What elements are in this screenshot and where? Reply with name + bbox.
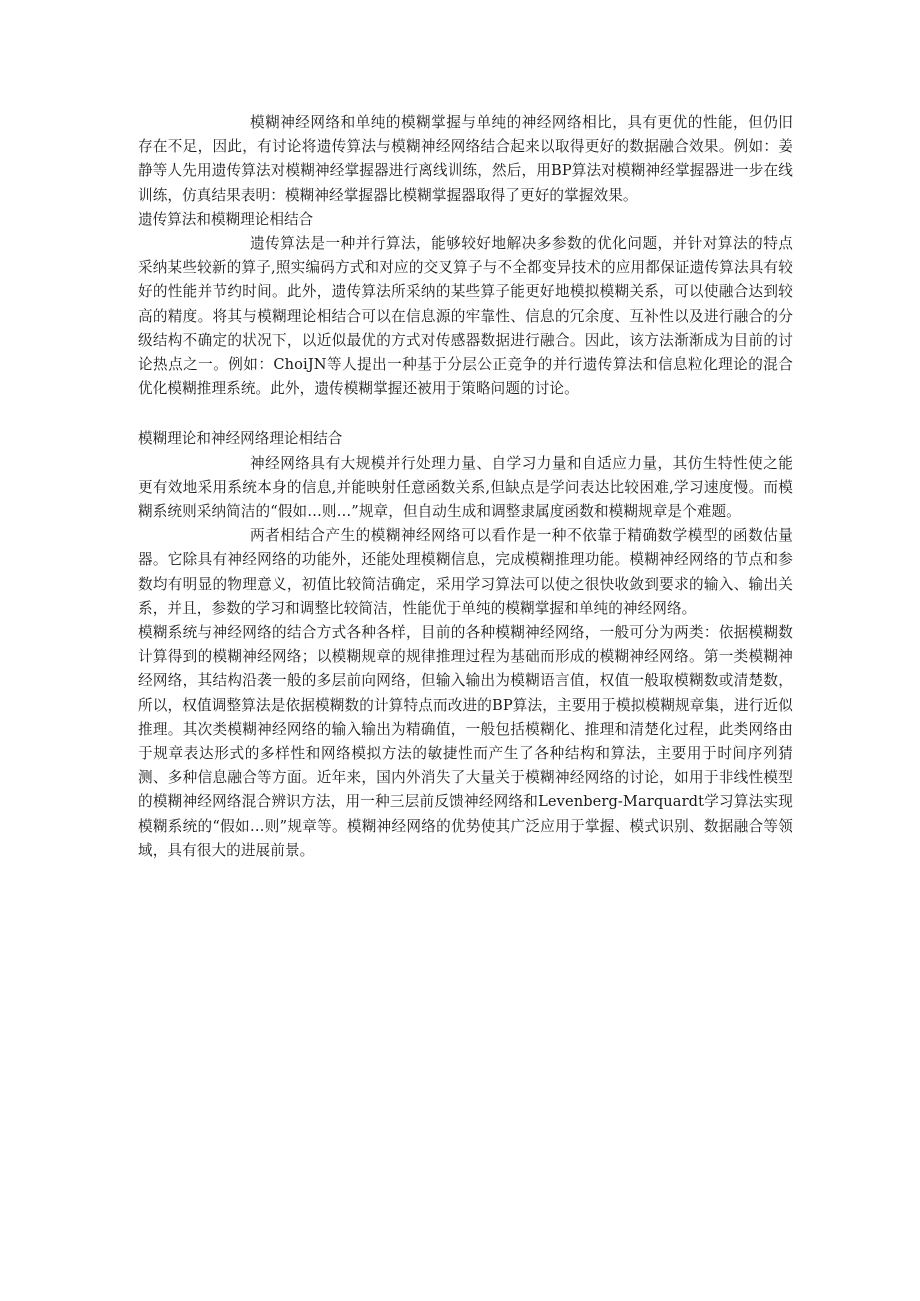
paragraph-combined-network: 两者相结合产生的模糊神经网络可以看作是一种不依靠于精确数学模型的函数估量器。它除具有神经网络的功能外，还能处理模糊信息，完成模糊推理功能。模糊神经网络的节点和参数均有明显的物理意义，初值比较简洁确定，采用学习算法可以使之很快收敛到要求的输入、输出关系，并且，参数的学习和调整比较简洁，性能优于单纯的模糊掌握和单纯的神经网络。 bbox=[138, 527, 793, 617]
section-heading-genetic-fuzzy: 遗传算法和模糊理论相结合 bbox=[138, 210, 314, 228]
blank-line bbox=[138, 401, 793, 427]
document-body bbox=[138, 111, 793, 863]
paragraph-fuzzy-neural-intro: 模糊神经网络和单纯的模糊掌握与单纯的神经网络相比，具有更优的性能，但仍旧存在不足，因此，有讨论将遗传算法与模糊神经网络结合起来以取得更好的数据融合效果。例如：姜静等人先用遗传算法对模糊神经掌握器进行离线训练，然后，用BP算法对模糊神经掌握器进一步在线训练，仿真结果表明：模糊神经掌握器比模糊掌握器取得了更好的掌握效果。 bbox=[138, 114, 793, 204]
paragraph-genetic-fuzzy: 遗传算法是一种并行算法，能够较好地解决多参数的优化问题，并针对算法的特点采纳某些较新的算子,照实编码方式和对应的交叉算子与不全都变异技术的应用都保证遗传算法具有较好的性能并节约时间。此外，遗传算法所采纳的某些算子能更好地模拟模糊关系，可以使融合达到较高的精度。将其与模糊理论相结合可以在信息源的牢靠性、信息的冗余度、互补性以及进行融合的分级结构不确定的状况下，以近似最优的方式对传感器数据进行融合。因此，该方法渐渐成为目前的讨论热点之一。例如：ChoiJN等人提出一种基于分层公正竞争的并行遗传算法和信息粒化理论的混合优化模糊推理系统。此外，遗传模糊掌握还被用于策略问题的讨论。 bbox=[138, 235, 793, 398]
paragraph-neural-network-features: 神经网络具有大规模并行处理力量、自学习力量和自适应力量，其仿生特性使之能更有效地采用系统本身的信息,并能映射任意函数关系,但缺点是学问表达比较困难,学习速度慢。而模糊系统则采纳简洁的“假如…则…”规章，但自动生成和调整隶属度函数和模糊规章是个难题。 bbox=[138, 454, 793, 521]
section-heading-fuzzy-neural: 模糊理论和神经网络理论相结合 bbox=[138, 430, 343, 448]
paragraph-combination-methods: 模糊系统与神经网络的结合方式各种各样，目前的各种模糊神经网络，一般可分为两类：依据模糊数计算得到的模糊神经网络；以模糊规章的规律推理过程为基础而形成的模糊神经网络。第一类模糊神经网络，其结构沿袭一般的多层前向网络，但输入输出为模糊语言值，权值一般取模糊数或清楚数，所以，权值调整算法是依据模糊数的计算特点而改进的BP算法，主要用于模拟模糊规章集，进行近似推理。其次类模糊神经网络的输入输出为精确值，一般包括模糊化、推理和清楚化过程，此类网络由于规章表达形式的多样性和网络模拟方法的敏捷性而产生了各种结构和算法，主要用于时间序列猜测、多种信息融合等方面。近年来，国内外消失了大量关于模糊神经网络的讨论，如用于非线性模型的模糊神经网络混合辨识方法，用一种三层前反馈神经网络和Levenberg-Marquardt学习算法实现模糊系统的“假如…则”规章等。模糊神经网络的优势使其广泛应用于掌握、模式识别、数据融合等领域，具有很大的进展前景。 bbox=[138, 624, 793, 859]
